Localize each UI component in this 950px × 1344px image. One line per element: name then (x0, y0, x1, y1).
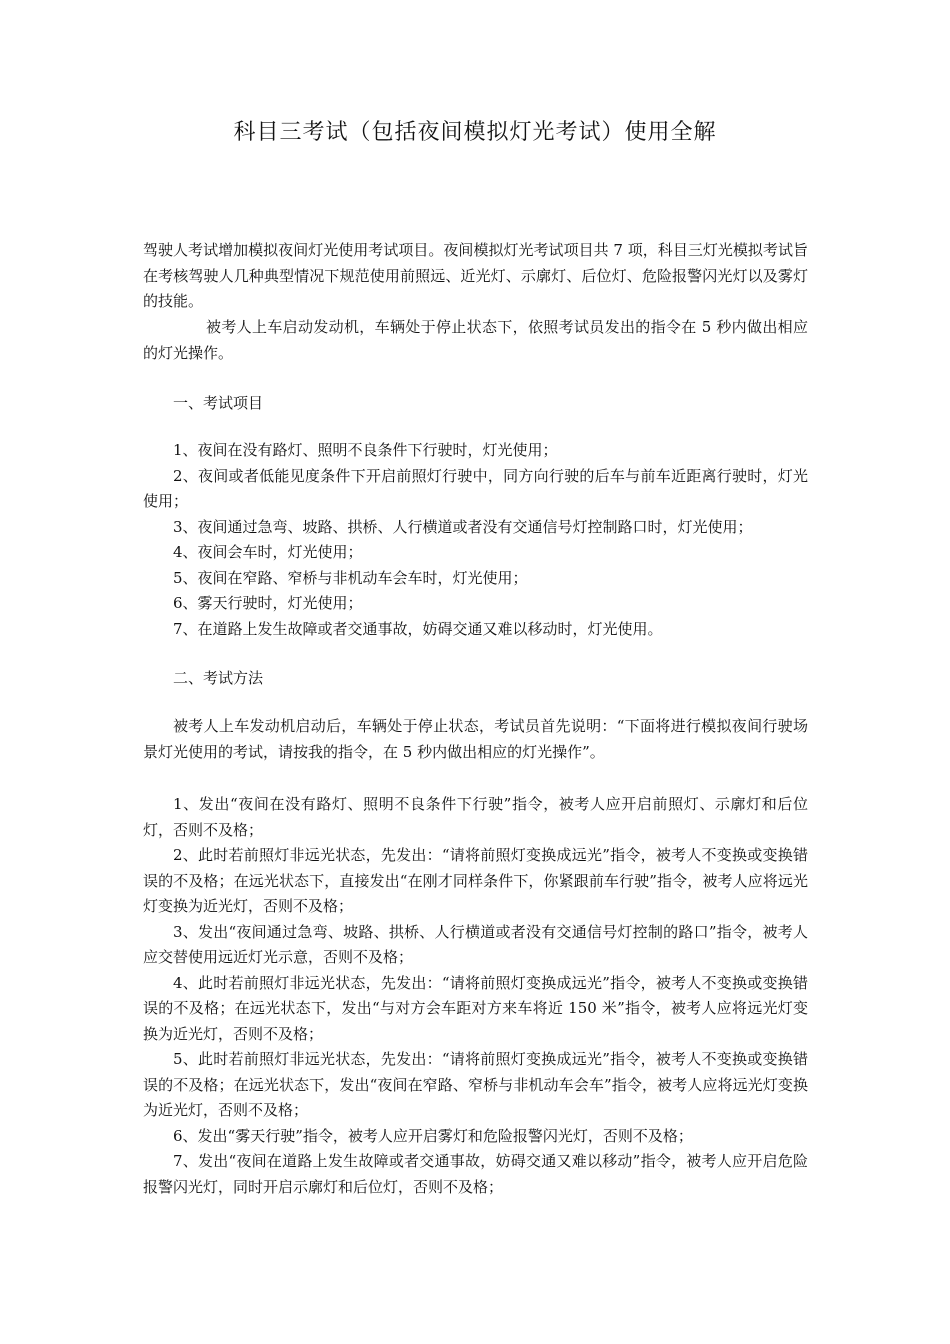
section-1-item: 6、雾天行驶时，灯光使用； (173, 594, 363, 612)
section-1-item: 2、夜间或者低能见度条件下开启前照灯行驶中，同方向行驶的后车与前车近距离行驶时，灯光使用； (143, 466, 808, 510)
section-2-item: 5、此时若前照灯非远光状态，先发出：“请将前照灯变换成远光”指令，被考人不变换或变换错误的不及格；在远光状态下，发出“夜间在窄路、窄桥与非机动车会车”指令，被考人应将远光灯变换为近光灯，否则不及格； (143, 1050, 808, 1119)
section-1-list (143, 438, 808, 642)
section-1-item: 5、夜间在窄路、窄桥与非机动车会车时，灯光使用； (173, 568, 528, 587)
section-1-item: 3、夜间通过急弯、坡路、拱桥、人行横道或者没有交通信号灯控制路口时，灯光使用； (173, 517, 753, 536)
section-1-item: 1、夜间在没有路灯、照明不良条件下行驶时，灯光使用； (173, 441, 558, 459)
section-1-item: 4、夜间会车时，灯光使用； (173, 543, 363, 561)
intro-paragraph-2: 被考人上车启动发动机，车辆处于停止状态下，依照考试员发出的指令在 5 秒内做出相应的灯光操作。 (143, 318, 808, 362)
section-2-item: 6、发出“雾天行驶”指令，被考人应开启雾灯和危险报警闪光灯，否则不及格； (173, 1126, 693, 1145)
intro-paragraph-1: 驾驶人考试增加模拟夜间灯光使用考试项目。夜间模拟灯光考试项目共 7 项，科目三灯光模拟考试旨在考核驾驶人几种典型情况下规范使用前照远、近光灯、示廓灯、后位灯、危险报警闪光灯以及雾灯的技能。 (143, 241, 808, 310)
section-1-heading: 一、考试项目 (173, 394, 264, 412)
document-title: 科目三考试（包括夜间模拟灯光考试）使用全解 (233, 120, 717, 145)
section-2-item: 3、发出“夜间通过急弯、坡路、拱桥、人行横道或者没有交通信号灯控制的路口”指令，被考人应交替使用远近灯光示意，否则不及格； (143, 922, 808, 966)
section-2-list (143, 792, 808, 1200)
section-2-item: 2、此时若前照灯非远光状态，先发出：“请将前照灯变换成远光”指令，被考人不变换或变换错误的不及格；在远光状态下，直接发出“在刚才同样条件下，你紧跟前车行驶”指令，被考人应将远光灯变换为近光灯，否则不及格； (143, 846, 808, 915)
section-1-item: 7、在道路上发生故障或者交通事故，妨碍交通又难以移动时，灯光使用。 (173, 619, 663, 638)
section-2-heading: 二、考试方法 (173, 669, 264, 687)
section-2-item: 1、发出“夜间在没有路灯、照明不良条件下行驶”指令，被考人应开启前照灯、示廓灯和后位灯，否则不及格； (143, 795, 808, 839)
section-2-item: 4、此时若前照灯非远光状态，先发出：“请将前照灯变换成远光”指令，被考人不变换或变换错误的不及格；在远光状态下，发出“与对方会车距对方来车将近 150 米”指令，被考人应将远光灯变换为近光灯，否则不及格； (143, 973, 808, 1043)
section-2-item: 7、发出“夜间在道路上发生故障或者交通事故，妨碍交通又难以移动”指令，被考人应开启危险报警闪光灯，同时开启示廓灯和后位灯，否则不及格； (143, 1152, 808, 1196)
section-2-intro: 被考人上车发动机启动后，车辆处于停止状态，考试员首先说明：“下面将进行模拟夜间行驶场景灯光使用的考试，请按我的指令，在 5 秒内做出相应的灯光操作”。 (143, 717, 808, 761)
